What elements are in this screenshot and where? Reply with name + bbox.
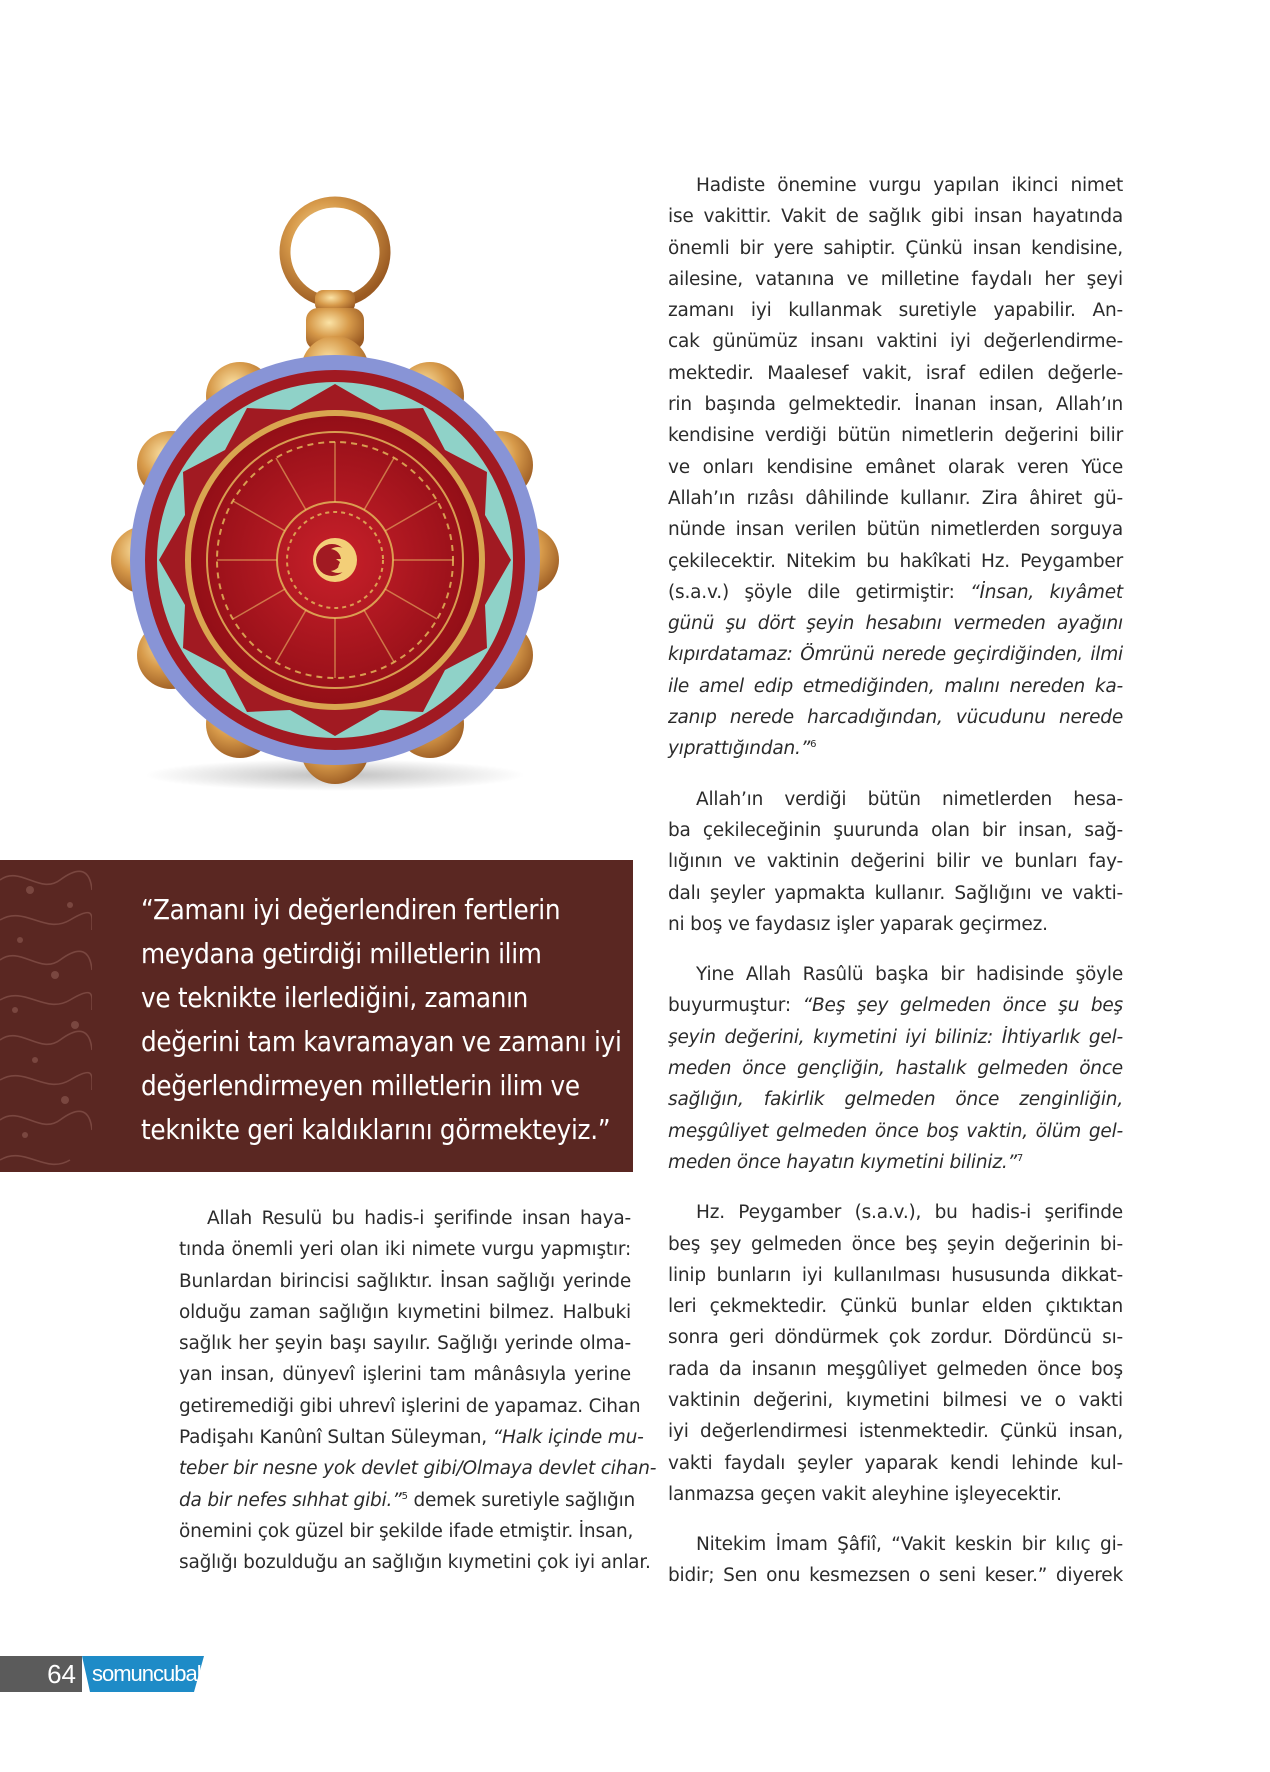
quote-fragment: “Beş şey gelmeden önce şu beş bbox=[802, 995, 1123, 1017]
right-column-text bbox=[668, 170, 1123, 1592]
text-line: Nitekim İmam Şâfiî, “Vakit keskin bir kılıç gi- bbox=[696, 1534, 1123, 1556]
text-line: tında önemli yeri olan iki nimete vurgu yapmıştır: bbox=[179, 1239, 631, 1261]
text-line: ise vakittir. Vakit de sağlık gibi insan hayatında bbox=[668, 206, 1123, 228]
quote-fragment: “Halk içinde mu- bbox=[492, 1427, 644, 1449]
pull-quote-line: değerini tam kavramayan ve zamanı iyi bbox=[141, 1026, 622, 1058]
quote-fragment: “İnsan, kıyâmet bbox=[970, 581, 1123, 603]
text-line: nünde insan verilen bütün nimetlerden sorguya bbox=[668, 519, 1123, 541]
text-line: lanmazsa geçen vakit aleyhine işleyecektir. bbox=[668, 1483, 1062, 1505]
text-line: leri çekmektedir. Çünkü bunlar elden çıktıktan bbox=[668, 1296, 1123, 1318]
text-line: ailesine, vatanına ve milletine faydalı her şeyi bbox=[668, 268, 1123, 290]
text-line: sağlığın, fakirlik gelmeden önce zenginliğin, bbox=[668, 1089, 1123, 1111]
text-line: Yine Allah Rasûlü başka bir hadisinde şöyle bbox=[696, 964, 1123, 986]
footnote-ref: 6 bbox=[810, 739, 817, 751]
text-line: günü şu dört şeyin hesabını vermeden ayağını bbox=[668, 613, 1123, 635]
page-number: 64 bbox=[0, 1656, 82, 1692]
floral-pattern-decoration bbox=[0, 860, 92, 1172]
quote-fragment: yıprattığından.” bbox=[668, 738, 811, 760]
text-line: ni boş ve faydasız işler yaparak geçirmez. bbox=[668, 913, 1048, 935]
text-line: Bunlardan birincisi sağlıktır. İnsan sağlığı yerinde bbox=[179, 1270, 631, 1292]
text-line bbox=[668, 733, 1123, 764]
text-line: rin başında gelmektedir. İnanan insan, Allah’ın bbox=[668, 394, 1123, 416]
text-line: kıpırdatamaz: Ömrünü nerede geçirdiğinden, ilmi bbox=[668, 644, 1123, 666]
footnote-ref: 5 bbox=[401, 1490, 408, 1502]
text-line: ile amel edip etmediğinden, malını nereden ka- bbox=[668, 675, 1123, 697]
text-fragment: buyurmuştur: bbox=[668, 995, 803, 1017]
text-line: sağlığı bozulduğu an sağlığın kıymetini çok iyi anlar. bbox=[179, 1552, 651, 1574]
text-fragment: demek suretiyle sağlığın bbox=[407, 1489, 636, 1511]
quote-fragment: da bir nefes sıhhat gibi.” bbox=[179, 1489, 402, 1511]
text-line: sağlık her şeyin başı sayılır. Sağlığı yerinde olma- bbox=[179, 1333, 631, 1355]
text-fragment: Padişahı Kanûnî Sultan Süleyman, bbox=[179, 1427, 493, 1449]
pull-quote-line: “Zamanı iyi değerlendiren fertlerin bbox=[141, 894, 561, 926]
text-line: olduğu zaman sağlığın kıymetini bilmez. Halbuki bbox=[179, 1301, 631, 1323]
text-line: iyi değerlendirmesi istenmektedir. Çünkü insan, bbox=[668, 1421, 1123, 1443]
text-line: lığının ve vaktinin değerini bilir ve bunları fay- bbox=[668, 851, 1123, 873]
pull-quote-box bbox=[0, 860, 633, 1172]
text-line: önemini çok güzel bir şekilde ifade etmiştir. İnsan, bbox=[179, 1520, 634, 1542]
text-line bbox=[668, 990, 1123, 1021]
text-line: vakti faydalı şeyler yaparak kendi lehinde kul- bbox=[668, 1452, 1123, 1474]
text-line: Allah Resulü bu hadis-i şerifinde insan haya- bbox=[207, 1208, 631, 1229]
text-line: zamanı iyi kullanmak suretiyle yapabilir. An- bbox=[668, 300, 1123, 322]
text-line bbox=[668, 1147, 1123, 1178]
text-line bbox=[179, 1422, 644, 1453]
text-fragment: (s.a.v.) şöyle dile getirmiştir: bbox=[668, 581, 971, 603]
text-line: zanıp nerede harcadığından, vücudunu nerede bbox=[668, 707, 1123, 729]
text-line: Hz. Peygamber (s.a.v.), bu hadis-i şerifinde bbox=[696, 1202, 1123, 1224]
text-line: Allah’ın verdiği bütün nimetlerden hesa- bbox=[696, 788, 1123, 810]
text-line: sonra geri döndürmek çok zordur. Dördüncü sı- bbox=[668, 1327, 1123, 1349]
text-line: meşgûliyet gelmeden önce boş vaktin, ölüm gel- bbox=[668, 1120, 1123, 1142]
text-line: teber bir nesne yok devlet gibi/Olmaya devlet cihan- bbox=[179, 1458, 657, 1480]
footnote-ref: 7 bbox=[1016, 1152, 1024, 1164]
text-line: kendisine verdiği bütün nimetlerin değerini bilir bbox=[668, 425, 1123, 447]
pull-quote-text bbox=[141, 888, 622, 1152]
text-line: mektedir. Maalesef vakit, israf edilen değerle- bbox=[668, 362, 1123, 384]
text-line: bidir; Sen onu kesmezsen o seni keser.” diyerek bbox=[668, 1565, 1123, 1587]
pull-quote-line: değerlendirmeyen milletlerin ilim ve bbox=[141, 1070, 580, 1102]
text-line: çekilecektir. Nitekim bu hakîkati Hz. Peygamber bbox=[668, 550, 1123, 572]
pull-quote-line: meydana getirdiği milletlerin ilim bbox=[141, 938, 542, 970]
left-column-text bbox=[179, 1203, 657, 1579]
text-line: ve onları kendisine emânet olarak veren Yüce bbox=[668, 456, 1123, 478]
text-line: linip bunların iyi kullanılması hususunda dikkat- bbox=[668, 1264, 1123, 1286]
text-line: ba çekileceğinin şuurunda olan bir insan, sağ- bbox=[668, 819, 1123, 841]
text-line: Hadiste önemine vurgu yapılan ikinci nimet bbox=[696, 175, 1123, 196]
text-line bbox=[179, 1485, 636, 1516]
brand-logo-text: somuncubaba bbox=[92, 1661, 220, 1686]
text-line bbox=[668, 577, 1123, 608]
pocket-watch-image bbox=[110, 170, 620, 810]
text-line: Allah’ın rızâsı dâhilinde kullanır. Zira âhiret gü- bbox=[668, 487, 1123, 509]
text-line: rada da insanın meşgûliyet gelmeden önce boş bbox=[668, 1358, 1123, 1380]
text-line: şeyin değerini, kıymetini iyi biliniz: İhtiyarlık gel- bbox=[668, 1026, 1123, 1048]
text-line: beş şey gelmeden önce beş şeyin değerinin bi- bbox=[668, 1233, 1123, 1255]
pull-quote-line: teknikte geri kaldıklarını görmekteyiz.” bbox=[141, 1114, 611, 1146]
text-line: önemli bir yere sahiptir. Çünkü insan kendisine, bbox=[668, 237, 1123, 259]
text-line: cak günümüz insanı vaktini iyi değerlendirme- bbox=[668, 331, 1123, 353]
text-line: meden önce gençliğin, hastalık gelmeden önce bbox=[668, 1058, 1123, 1080]
text-line: yan insan, dünyevî işlerini tam mânâsıyla yerine bbox=[179, 1364, 631, 1386]
quote-fragment: meden önce hayatın kıymetini biliniz.” bbox=[668, 1151, 1017, 1173]
text-line: vaktinin değerini, kıymetini bilmesi ve o vakti bbox=[668, 1389, 1123, 1411]
text-line: getiremediği gibi uhrevî işlerini de yapamaz. Cihan bbox=[179, 1395, 641, 1417]
pull-quote-line: ve teknikte ilerlediğini, zamanın bbox=[141, 982, 529, 1014]
text-line: dalı şeyler yapmakta kullanır. Sağlığını ve vakti- bbox=[668, 882, 1123, 904]
